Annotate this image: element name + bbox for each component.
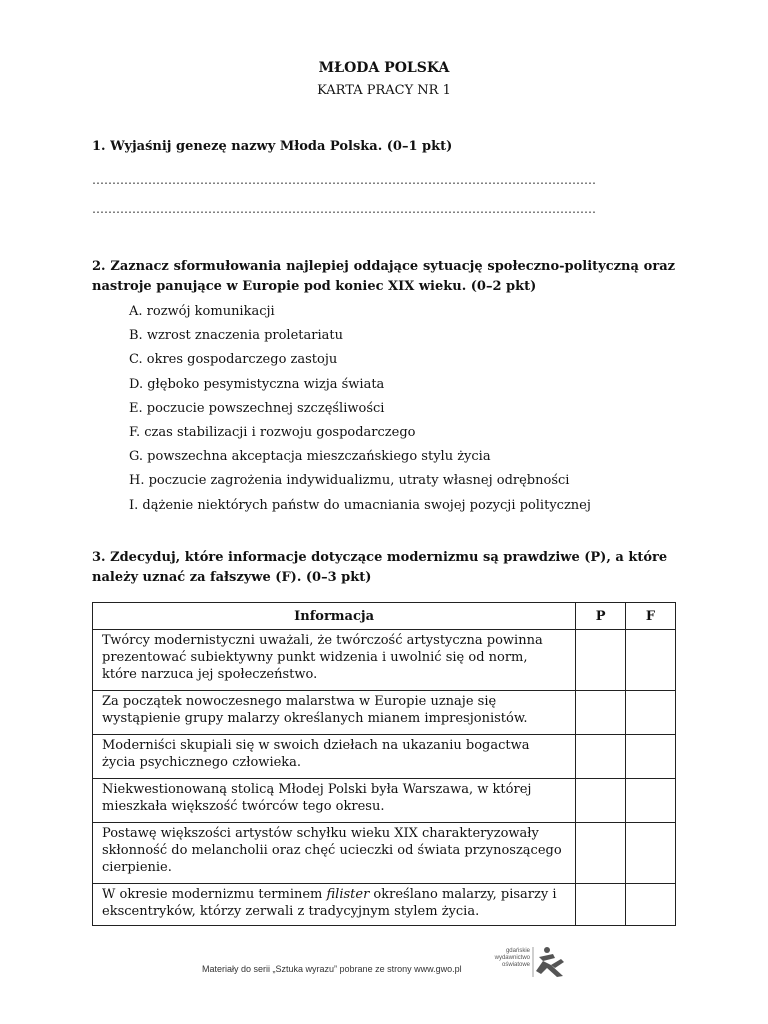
p-checkbox-cell[interactable] <box>576 691 626 735</box>
option-i[interactable]: I. dążenie niektórych państw do umacniania swojej pozycji politycznej <box>129 497 591 513</box>
header-p: P <box>576 603 626 630</box>
p-checkbox-cell[interactable] <box>576 735 626 779</box>
f-checkbox-cell[interactable] <box>626 779 676 823</box>
table-row <box>93 691 676 735</box>
option-b[interactable]: B. wzrost znaczenia proletariatu <box>129 328 343 344</box>
answer-line-2[interactable]: ……………………………………………………………………………………………………………… <box>92 202 596 216</box>
statement-cell: Twórcy modernistyczni uważali, że twórczość artystyczna powinna prezentować subiektywny punkt widzenia i uwolnić się od norm, które narzuca jej społeczeństwo. <box>93 630 576 691</box>
f-checkbox-cell[interactable] <box>626 823 676 884</box>
statement-text-before: W okresie modernizmu terminem <box>102 887 327 902</box>
question-3: 3. Zdecyduj, które informacje dotyczące modernizmu są prawdziwe (P), a które należy uznać za fałszywe (F). (0–3 pkt) <box>92 550 668 585</box>
p-checkbox-cell[interactable] <box>576 823 626 884</box>
header-informacja: Informacja <box>93 603 576 630</box>
f-checkbox-cell[interactable] <box>626 630 676 691</box>
answer-line-1[interactable]: ……………………………………………………………………………………………………………… <box>92 173 596 187</box>
f-checkbox-cell[interactable] <box>626 884 676 926</box>
f-checkbox-cell[interactable] <box>626 735 676 779</box>
option-c[interactable]: C. okres gospodarczego zastoju <box>129 352 338 368</box>
page-subtitle: KARTA PRACY NR 1 <box>317 83 451 98</box>
option-a[interactable]: A. rozwój komunikacji <box>129 304 275 319</box>
p-checkbox-cell[interactable] <box>576 779 626 823</box>
footer-source: Materiały do serii „Sztuka wyrazu” pobrane ze strony www.gwo.pl <box>202 964 462 974</box>
options-list <box>129 302 591 520</box>
statement-cell: Moderniści skupiali się w swoich dziełach na ukazaniu bogactwa życia psychicznego człowieka. <box>93 735 576 779</box>
option-d[interactable]: D. głęboko pesymistyczna wizja świata <box>129 376 385 392</box>
p-checkbox-cell[interactable] <box>576 884 626 926</box>
statement-cell: Niekwestionowaną stolicą Młodej Polski była Warszawa, w której mieszkała większość twórców tego okresu. <box>93 779 576 823</box>
statement-cell: Za początek nowoczesnego malarstwa w Europie uznaje się wystąpienie grupy malarzy określanych mianem impresjonistów. <box>93 691 576 735</box>
option-h[interactable]: H. poczucie zagrożenia indywidualizmu, utraty własnej odrębności <box>129 473 570 489</box>
table-row <box>93 884 676 926</box>
table-row <box>93 823 676 884</box>
option-f[interactable]: F. czas stabilizacji i rozwoju gospodarczego <box>129 424 416 440</box>
page-title: MŁODA POLSKA <box>318 60 450 76</box>
table-row <box>93 630 676 691</box>
option-e[interactable]: E. poczucie powszechnej szczęśliwości <box>129 400 385 416</box>
publisher-logo-text: gdańskie wydawnictwo oświatowe <box>494 948 530 968</box>
true-false-table <box>92 602 676 926</box>
table-row <box>93 735 676 779</box>
p-checkbox-cell[interactable] <box>576 630 626 691</box>
table-row <box>93 779 676 823</box>
publisher-logo-icon <box>481 945 571 979</box>
statement-emphasis: filister <box>326 887 370 902</box>
statement-cell: Postawę większości artystów schyłku wieku XIX charakteryzowały skłonność do melancholii oraz chęć ucieczki od świata przynoszącego cierpienie. <box>93 823 576 884</box>
option-g[interactable]: G. powszechna akceptacja mieszczańskiego stylu życia <box>129 449 491 465</box>
statement-text-after: określano malarzy, pisarzy i ekscentryków, którzy zerwali z tradycyjnym stylem życia. <box>102 887 557 919</box>
statement-cell <box>93 884 576 926</box>
question-2: 2. Zaznacz sformułowania najlepiej oddające sytuację społeczno-polityczną oraz nastroje panujące w Europie pod koniec XIX wieku. (0–2 pkt) <box>92 259 675 294</box>
table-header-row <box>93 603 676 630</box>
f-checkbox-cell[interactable] <box>626 691 676 735</box>
header-f: F <box>626 603 676 630</box>
question-1: 1. Wyjaśnij genezę nazwy Młoda Polska. (0–1 pkt) <box>92 139 453 154</box>
